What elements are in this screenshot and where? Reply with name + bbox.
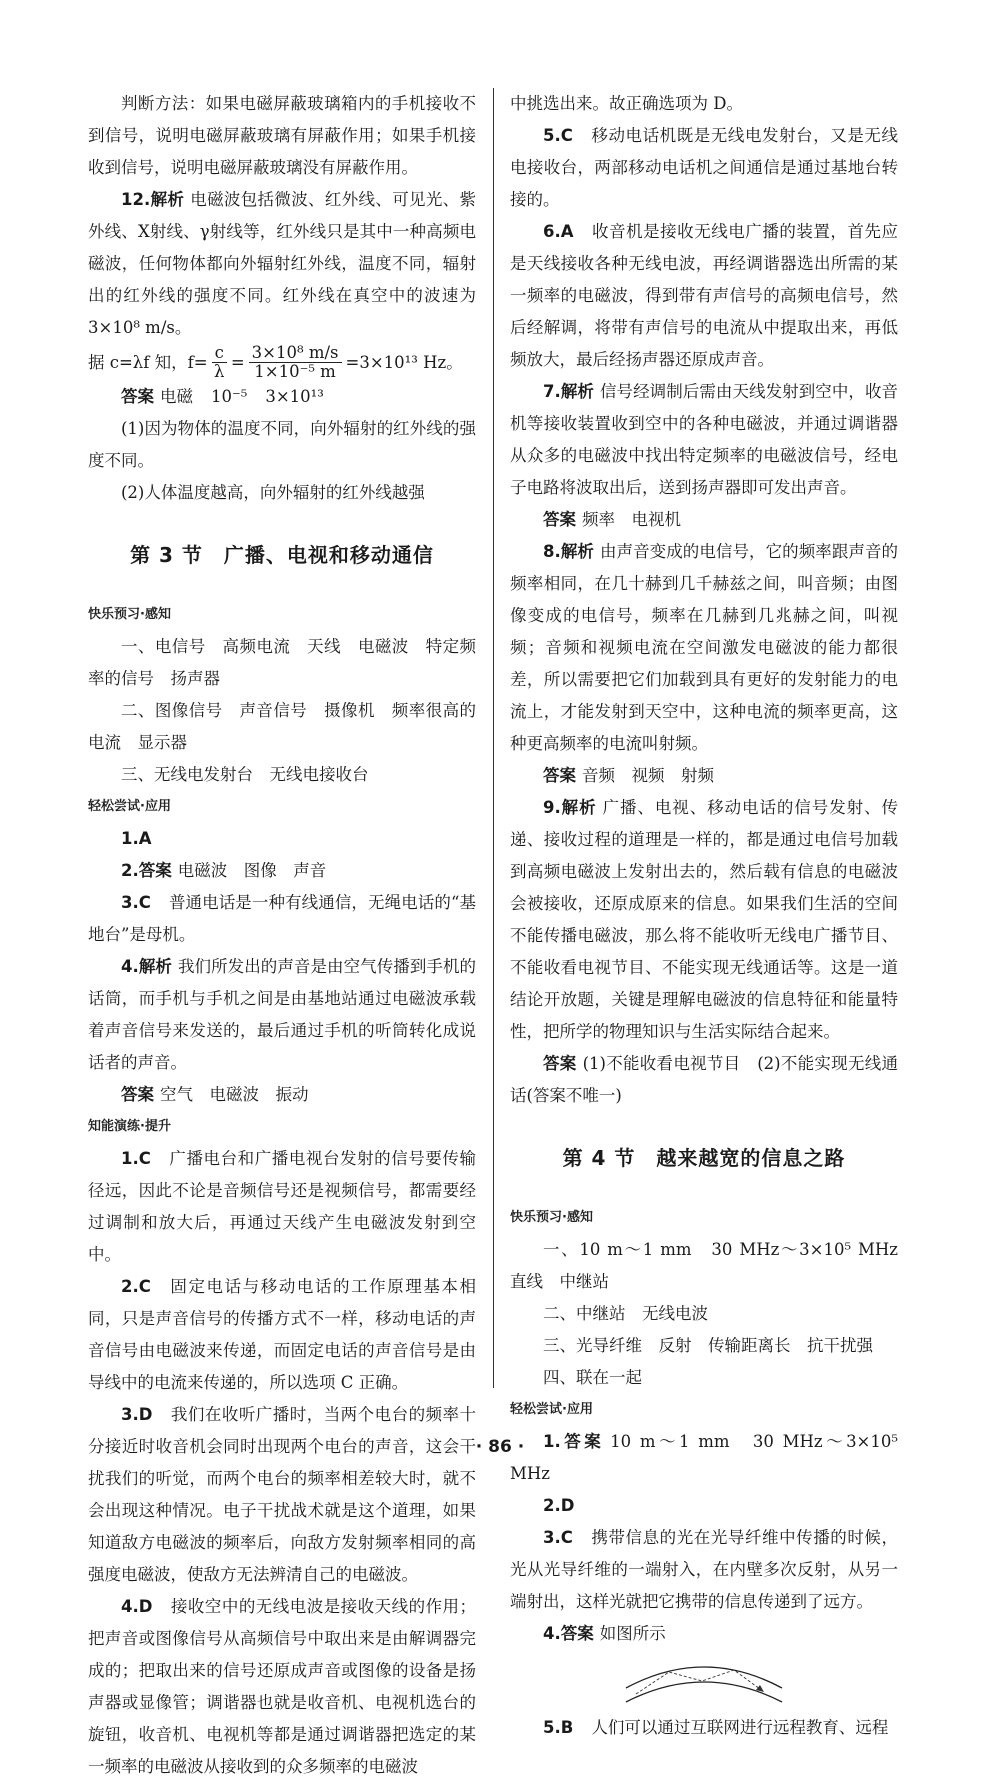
practice-9: 9.解析 广播、电视、移动电话的信号发射、传递、接收过程的道理是一样的，都是通过电信号加载到高频电磁波上发射出去的，然后载有信息的电磁波会被接收，还原成原来的信息。如果我们生活的空间不能传播电磁波，那么将不能收听无线电广播节目、不能收看电视节目、不能实现无线通话等。这是一道结论开放题，关键是理解电磁波的信息特征和能量特性，把所学的物理知识与生活实际结合起来。 xyxy=(510,798,899,1041)
practice-1: 1.C 广播电台和广播电视台发射的信号要传输径远，因此不论是音频信号还是视频信号，都需要经过调制和放大后，再通过天线产生电磁波发射到空中。 xyxy=(88,1149,476,1264)
q12-analysis: 12.解析 电磁波包括微波、红外线、可见光、紫外线、X射线、γ射线等，红外线只是其中一种高频电磁波，任何物体都向外辐射红外线，温度不同，辐射出的红外线的强度不同。红外线在真空中的波速为 3×10⁸ m/s。 xyxy=(88,190,477,337)
preview-item-3: 三、无线电发射台 无线电接收台 xyxy=(121,765,369,784)
preview4-item-1: 一、10 m～1 mm 30 MHz～3×10⁵ MHz 直线 中继站 xyxy=(510,1240,915,1291)
q12-answer-2: (2)人体温度越高，向外辐射的红外线越强 xyxy=(121,483,425,502)
practice-9-answer: 答案 (1)不能收看电视节目 (2)不能实现无线通话(答案不唯一) xyxy=(510,1054,899,1105)
preview-item-2: 二、图像信号 声音信号 摄像机 频率很高的电流 显示器 xyxy=(88,701,476,752)
try-4-answer: 答案 空气 电磁波 振动 xyxy=(121,1085,309,1104)
practice-7: 7.解析 信号经调制后需由天线发射到空中，收音机等接收装置收到空中的各种电磁波，并通过调谐器从众多的电磁波中找出特定频率的电磁波信号，经电子电路将波取出后，送到扬声器即可发出声音。 xyxy=(510,382,898,497)
practice-8-answer: 答案 音频 视频 射频 xyxy=(543,766,714,785)
fiber-reflection-figure xyxy=(614,1650,794,1710)
page-number: · 86 · xyxy=(475,1437,525,1457)
preview4-item-4: 四、联在一起 xyxy=(543,1368,642,1387)
subhead-preview-4: 快乐预习·感知 xyxy=(510,1210,593,1225)
left-column xyxy=(88,88,476,1783)
right-column xyxy=(510,88,915,1744)
try-1: 1.A xyxy=(121,829,152,848)
column-divider xyxy=(493,88,494,1388)
subhead-preview: 快乐预习·感知 xyxy=(88,607,171,622)
try4-3: 3.C 携带信息的光在光导纤维中传播的时候，光从光导纤维的一端射入，在内壁多次反射，从另一端射出，这样光就把它携带的信息传递到了远方。 xyxy=(510,1528,898,1611)
section-3-title: 第 3 节 广播、电视和移动通信 xyxy=(130,543,434,567)
try-3: 3.C 普通电话是一种有线通信，无绳电话的“基地台”是母机。 xyxy=(88,893,476,944)
practice-8: 8.解析 由声音变成的电信号，它的频率跟声音的频率相同，在几十赫到几千赫兹之间，叫音频；由图像变成的电信号，频率在几赫到几兆赫之间，叫视频；音频和视频电流在空间激发电磁波的能力都很差，所以需要把它们加载到具有更好的发射能力的电流上，才能发射到天空中，这种电流的频率更高，这种更高频率的电流叫射频。 xyxy=(510,542,898,753)
subhead-try-4: 轻松尝试·应用 xyxy=(510,1402,593,1417)
try4-2: 2.D xyxy=(543,1496,575,1515)
try4-4: 4.答案 如图所示 xyxy=(543,1624,666,1643)
judge-method: 判断方法：如果电磁屏蔽玻璃箱内的手机接收不到信号，说明电磁屏蔽玻璃有屏蔽作用；如果手机接收到信号，说明电磁屏蔽玻璃没有屏蔽作用。 xyxy=(88,94,476,177)
practice-2: 2.C 固定电话与移动电话的工作原理基本相同，只是声音信号的传播方式不一样，移动电话的声音信号由电磁波来传递，而固定电话的声音信号是由导线中的电流来传递的，所以选项 C 正确。 xyxy=(88,1277,476,1392)
practice-4: 4.D 接收空中的无线电波是接收天线的作用；把声音或图像信号从高频信号中取出来是由解调器完成的；把取出来的信号还原成声音或图像的设备是扬声器或显像管；调谐器也就是收音机、电视机选台的旋钮，收音机、电视机等都是通过调谐器把选定的某一频率的电磁波从接收到的众多频率的电磁波 xyxy=(88,1597,476,1776)
subhead-practice: 知能演练·提升 xyxy=(88,1119,171,1134)
preview-item-1: 一、电信号 高频电流 天线 电磁波 特定频率的信号 扬声器 xyxy=(88,637,476,688)
practice-5: 5.C 移动电话机既是无线电发射台，又是无线电接收台，两部移动电话机之间通信是通过基地台转接的。 xyxy=(510,126,898,209)
practice-4-cont: 中挑选出来。故正确选项为 D。 xyxy=(510,94,743,113)
subhead-try: 轻松尝试·应用 xyxy=(88,799,171,814)
try4-1: 1.答案 10 m～1 mm 30 MHz～3×10⁵ MHz xyxy=(510,1432,898,1483)
q12-answer-1: (1)因为物体的温度不同，向外辐射的红外线的强度不同。 xyxy=(88,419,476,470)
try-2: 2.答案 电磁波 图像 声音 xyxy=(121,861,327,880)
try4-5: 5.B 人们可以通过互联网进行远程教育、远程 xyxy=(543,1718,889,1737)
q12-answer: 答案 电磁 10⁻⁵ 3×10¹³ xyxy=(121,387,324,406)
frequency-formula: 据 c=λf 知，f= $\frac{c}{\lambda}$ = $\frac{\text{3×10⁸ m/s}}{\text{1×10⁻⁵ m}}$ =3×10¹³ Hz。 xyxy=(88,343,463,381)
section-4-title: 第 4 节 越来越宽的信息之路 xyxy=(562,1146,846,1170)
practice-6: 6.A 收音机是接收无线电广播的装置，首先应是天线接收各种无线电波，再经调谐器选出所需的某一频率的电磁波，得到带有声信号的高频电信号，然后经解调，将带有声信号的电流从中提取出来，再低频放大，最后经扬声器还原成声音。 xyxy=(510,222,898,369)
practice-7-answer: 答案 频率 电视机 xyxy=(543,510,681,529)
optical-fiber-diagram xyxy=(510,1650,898,1712)
preview4-item-3: 三、光导纤维 反射 传输距离长 抗干扰强 xyxy=(543,1336,873,1355)
formula-fraction-c-lambda: $\frac{c}{\lambda}$ xyxy=(212,344,227,381)
formula-fraction-values: $\frac{\text{3×10⁸ m/s}}{\text{1×10⁻⁵ m}}$ xyxy=(249,344,342,381)
preview4-item-2: 二、中继站 无线电波 xyxy=(543,1304,708,1323)
try-4: 4.解析 我们所发出的声音是由空气传播到手机的话筒，而手机与手机之间是由基地站通过电磁波承载着声音信号来发送的，最后通过手机的听筒转化成说话者的声音。 xyxy=(88,957,476,1072)
practice-3: 3.D 我们在收听广播时，当两个电台的频率十分接近时收音机会同时出现两个电台的声音，这会干扰我们的听觉，而两个电台的频率相差较大时，就不会出现这种情况。电子干扰战术就是这个道理，如果知道敌方电磁波的频率后，向敌方发射频率相同的高强度电磁波，使敌方无法辨清自己的电磁波。 xyxy=(88,1405,476,1584)
